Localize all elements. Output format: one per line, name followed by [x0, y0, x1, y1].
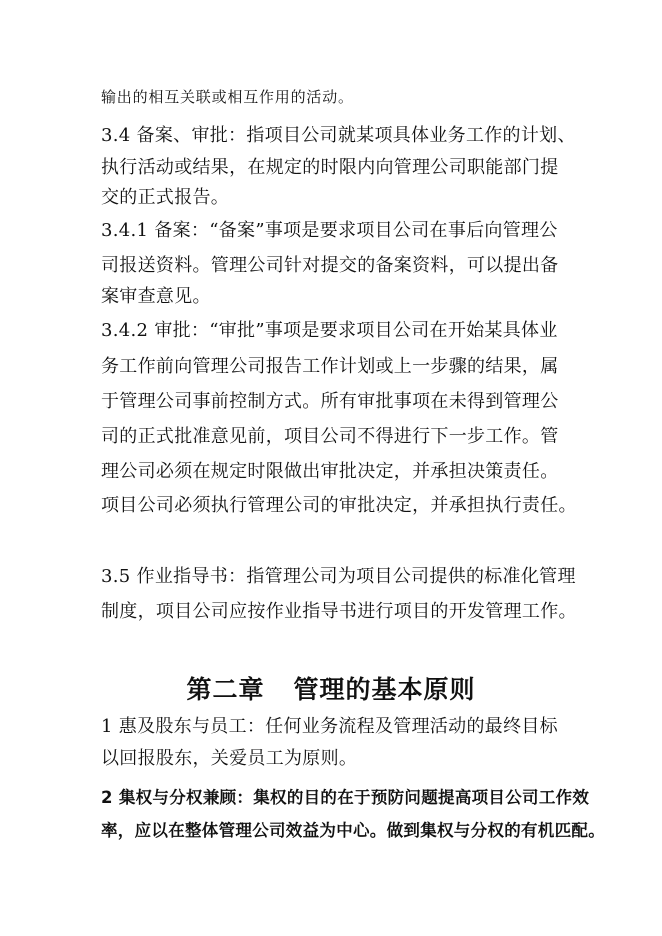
body-line: 输出的相互关联或相互作用的活动。: [101, 88, 354, 106]
body-line: 执行活动或结果，在规定的时限内向管理公司职能部门提: [101, 157, 559, 178]
body-line: 务工作前向管理公司报告工作计划或上一步骤的结果，属: [101, 356, 559, 377]
body-line: 3.4 备案、审批：指项目公司就某项具体业务工作的计划、: [101, 125, 576, 146]
body-line: 理公司必须在规定时限做出审批决定，并承担决策责任。: [101, 461, 559, 482]
body-line: 3.4.2 审批：“审批”事项是要求项目公司在开始某具体业: [101, 320, 558, 341]
body-line: 3.4.1 备案：“备案”事项是要求项目公司在事后向管理公: [101, 220, 558, 241]
body-line: 交的正式报告。: [101, 187, 230, 208]
body-line: 案审查意见。: [101, 286, 211, 307]
body-line: 3.5 作业指导书：指管理公司为项目公司提供的标准化管理: [101, 566, 576, 587]
principle-line: 率，应以在整体管理公司效益为中心。做到集权与分权的有机匹配。: [101, 821, 605, 840]
body-line: 于管理公司事前控制方式。所有审批事项在未得到管理公: [101, 391, 559, 412]
body-line: 制度，项目公司应按作业指导书进行项目的开发管理工作。: [101, 601, 577, 622]
principle-line: 以回报股东，关爱员工为原则。: [101, 748, 358, 769]
body-line: 司的正式批准意见前，项目公司不得进行下一步工作。管: [101, 426, 559, 447]
chapter-title: 第二章 管理的基本原则: [186, 675, 476, 704]
principle-line: 1 惠及股东与员工：任何业务流程及管理活动的最终目标: [101, 716, 558, 737]
body-line: 项目公司必须执行管理公司的审批决定，并承担执行责任。: [101, 495, 577, 516]
body-line: 司报送资料。管理公司针对提交的备案资料，可以提出备: [101, 255, 559, 276]
principle-line: 2 集权与分权兼顾：集权的目的在于预防问题提高项目公司工作效: [101, 788, 590, 807]
